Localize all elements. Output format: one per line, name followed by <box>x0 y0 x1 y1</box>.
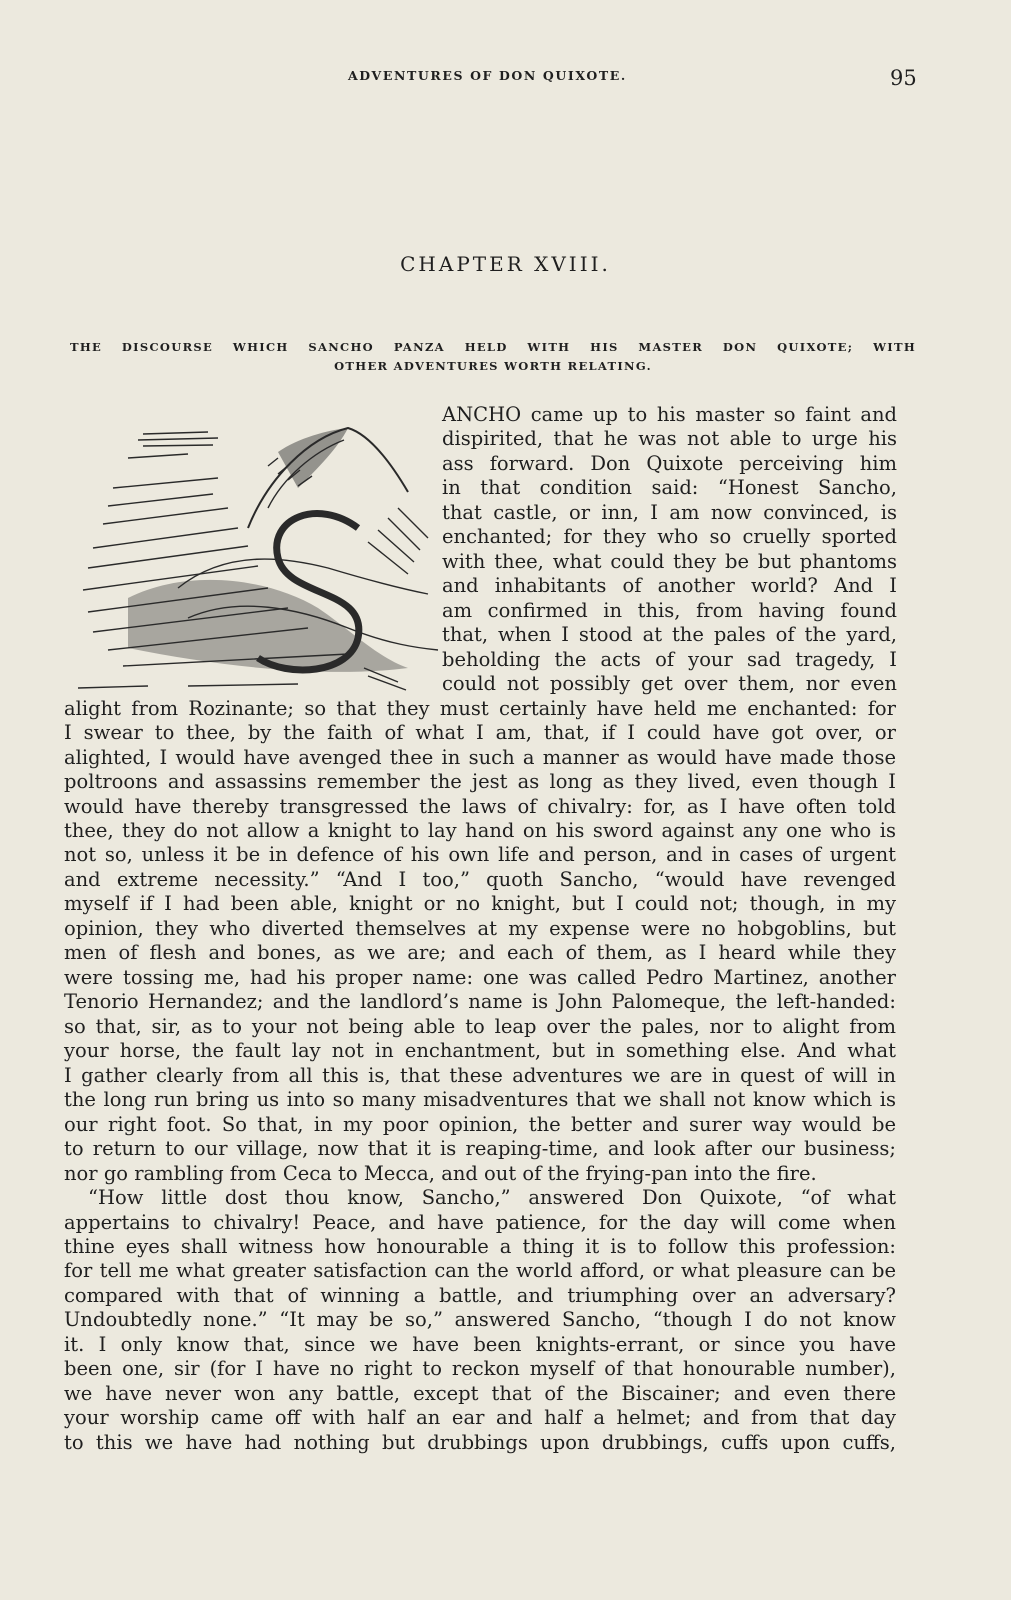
text-line: were tossing me, had his proper name: one was called Pedro Martinez, another <box>64 965 896 989</box>
text-line: alight from Rozinante; so that they must certainly have held me enchanted: for <box>64 696 896 720</box>
text-line: Tenorio Hernandez; and the landlord’s name is John Palomeque, the left-handed: <box>64 990 896 1014</box>
text-line: myself if I had been able, knight or no knight, but I could not; though, in my <box>64 892 896 916</box>
text-line: nor go rambling from Ceca to Mecca, and out of the frying-pan into the fire. <box>64 1161 817 1185</box>
text-line: with thee, what could they be but phantoms <box>442 549 897 573</box>
text-line: not so, unless it be in defence of his own life and person, and in cases of urgent <box>64 843 896 867</box>
chapter-title: CHAPTER XVIII. <box>400 252 611 276</box>
text-line: I gather clearly from all this is, that these adventures we are in quest of will in <box>64 1063 896 1087</box>
text-line: it. I only know that, since we have been knights-errant, or since you have <box>64 1332 896 1356</box>
text-line: compared with that of winning a battle, and triumphing over an adversary? <box>64 1283 896 1307</box>
text-line: that, when I stood at the pales of the yard, <box>442 623 897 647</box>
text-line: “How little dost thou know, Sancho,” answered Don Quixote, “of what <box>88 1186 896 1210</box>
text-line: enchanted; for they who so cruelly sported <box>442 525 897 549</box>
running-title: ADVENTURES OF DON QUIXOTE. <box>348 68 627 83</box>
text-line: ass forward. Don Quixote perceiving him <box>442 451 897 475</box>
text-line: our right foot. So that, in my poor opinion, the better and surer way would be <box>64 1112 896 1136</box>
text-line: in that condition said: “Honest Sancho, <box>442 476 897 500</box>
text-line: thine eyes shall witness how honourable a thing it is to follow this profession: <box>64 1234 896 1258</box>
text-line: and extreme necessity.” “And I too,” quoth Sancho, “would have revenged <box>64 867 896 891</box>
text-line: I swear to thee, by the faith of what I am, that, if I could have got over, or <box>64 721 896 745</box>
text-line: and inhabitants of another world? And I <box>442 574 897 598</box>
chapter-summary <box>70 338 916 376</box>
text-line: to this we have had nothing but drubbings upon drubbings, cuffs upon cuffs, <box>64 1430 896 1454</box>
text-line: we have never won any battle, except that of the Biscainer; and even there <box>64 1381 896 1405</box>
text-line: men of flesh and bones, as we are; and each of them, as I heard while they <box>64 941 896 965</box>
text-line: could not possibly get over them, nor even <box>442 672 897 696</box>
text-line: your worship came off with half an ear and half a helmet; and from that day <box>64 1406 896 1430</box>
running-head <box>0 66 1011 96</box>
text-line: been one, sir (for I have no right to reckon myself of that honourable number), <box>64 1357 896 1381</box>
text-line: would have thereby transgressed the laws of chivalry: for, as I have often told <box>64 794 896 818</box>
chapter-summary-line: THE DISCOURSE WHICH SANCHO PANZA HELD WITH HIS MASTER DON QUIXOTE; WITH <box>70 340 916 354</box>
text-line: appertains to chivalry! Peace, and have patience, for the day will come when <box>64 1210 896 1234</box>
text-line: opinion, they who diverted themselves at my expense were no hobgoblins, but <box>64 916 896 940</box>
text-line: the long run bring us into so many misadventures that we shall not know which is <box>64 1088 896 1112</box>
text-line: dispirited, that he was not able to urge his <box>442 427 897 451</box>
page-number: 95 <box>890 66 917 90</box>
text-line: ANCHO came up to his master so faint and <box>442 403 897 426</box>
text-line: your horse, the fault lay not in enchantment, but in something else. And what <box>64 1039 896 1063</box>
text-line: to return to our village, now that it is reaping-time, and look after our business; <box>64 1137 896 1161</box>
text-line: that castle, or inn, I am now convinced, is <box>442 500 897 524</box>
text-line: thee, they do not allow a knight to lay hand on his sword against any one who is <box>64 818 896 842</box>
text-line: so that, sir, as to your not being able to leap over the pales, nor to alight from <box>64 1014 896 1038</box>
chapter-summary-line: OTHER ADVENTURES WORTH RELATING. <box>334 359 652 373</box>
decorated-initial-s-icon <box>68 418 442 708</box>
text-line: for tell me what greater satisfaction can the world afford, or what pleasure can be <box>64 1259 896 1283</box>
text-line: poltroons and assassins remember the jest as long as they lived, even though I <box>64 770 896 794</box>
text-line: beholding the acts of your sad tragedy, I <box>442 647 897 671</box>
text-line: alighted, I would have avenged thee in such a manner as would have made those <box>64 745 896 769</box>
text-line: Undoubtedly none.” “It may be so,” answered Sancho, “though I do not know <box>64 1308 896 1332</box>
text-line: am confirmed in this, from having found <box>442 598 897 622</box>
